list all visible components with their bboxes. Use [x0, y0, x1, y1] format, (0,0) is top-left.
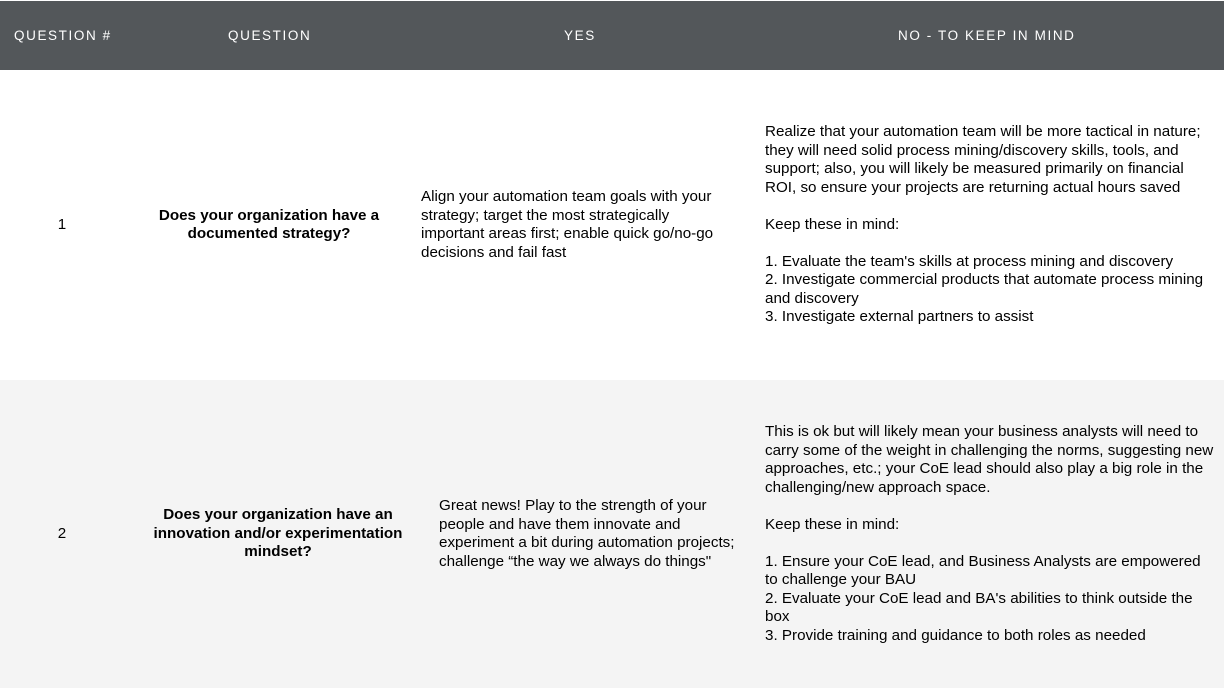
yes-text: Great news! Play to the strength of your people and have them innovate and experiment a bit during automation projects; challenge “the way we always do things" — [439, 497, 735, 570]
keep-in-mind-list — [765, 553, 1217, 646]
question-number: 2 — [57, 524, 67, 542]
no-keep-label: Keep these in mind: — [765, 215, 900, 233]
list-item: 3. Provide training and guidance to both roles as needed — [765, 626, 1146, 644]
question-text — [150, 380, 406, 688]
yes-text: Align your automation team goals with your strategy; target the most strategically important areas first; enable quick go/no-go decisions and fail fast — [421, 188, 714, 261]
list-item: 2. Investigate commercial products that automate process mining and discovery — [765, 271, 1204, 307]
header-question: QUESTION — [228, 28, 312, 43]
table-row — [0, 380, 1224, 688]
yes-answer — [439, 380, 744, 688]
list-item: 1. Ensure your CoE lead, and Business Analysts are empowered to challenge your BAU — [765, 552, 1201, 588]
question-number: 1 — [57, 215, 67, 233]
no-intro: Realize that your automation team will be more tactical in nature; they will need solid process mining/discovery skills, tools, and support; also, you will likely be measured primarily on financial ROI, so ensure your projects are returning actual hours saved — [765, 123, 1201, 196]
list-item: 1. Evaluate the team's skills at process mining and discovery — [765, 252, 1174, 270]
no-answer — [765, 380, 1217, 688]
question-label: Does your organization have a documented strategy? — [158, 206, 380, 242]
header-yes: YES — [564, 28, 596, 43]
table-header — [0, 1, 1224, 70]
question-text — [150, 70, 388, 380]
yes-answer — [421, 70, 731, 380]
header-question-number: QUESTION # — [14, 28, 112, 43]
no-keep-label: Keep these in mind: — [765, 515, 900, 533]
list-item: 3. Investigate external partners to assist — [765, 308, 1034, 326]
list-item: 2. Evaluate your CoE lead and BA's abilities to think outside the box — [765, 589, 1193, 625]
question-label: Does your organization have an innovation and/or experimentation mindset? — [153, 506, 403, 561]
no-intro: This is ok but will likely mean your business analysts will need to carry some of the weight in challenging the norms, suggesting new approaches, etc.; your CoE lead should also play a big role in the challenging/new approach space. — [765, 423, 1214, 496]
table-row — [0, 70, 1224, 380]
keep-in-mind-list — [765, 253, 1217, 327]
header-no: NO - TO KEEP IN MIND — [898, 28, 1076, 43]
no-answer — [765, 70, 1217, 380]
